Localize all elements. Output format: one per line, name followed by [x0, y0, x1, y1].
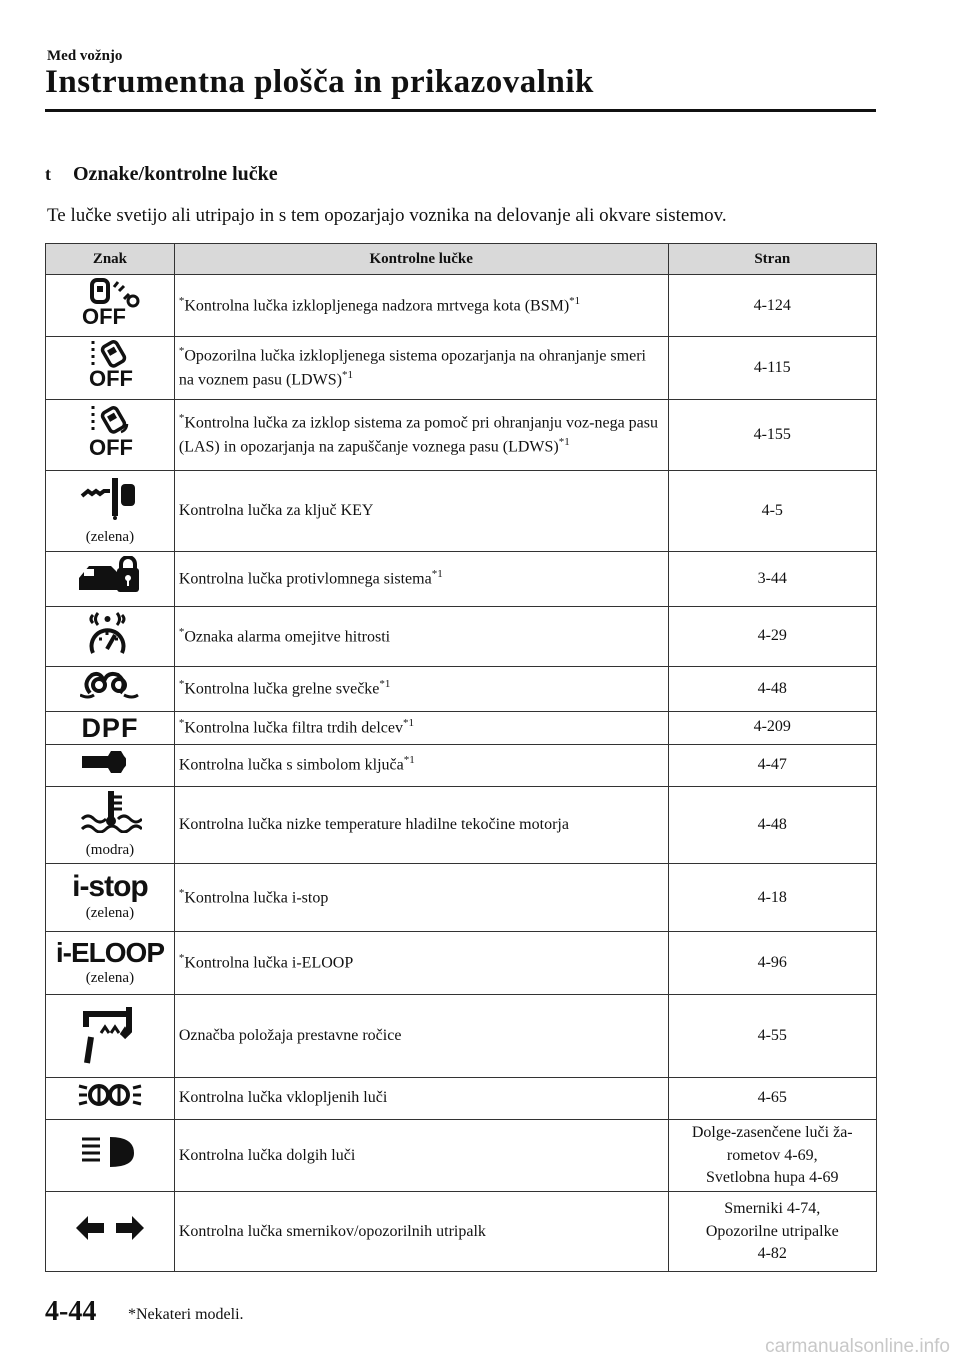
page-reference: 3-44 — [668, 551, 877, 606]
light-description-cell — [174, 932, 668, 995]
light-description-cell — [174, 470, 668, 551]
page-reference: 4-29 — [668, 606, 877, 666]
glow-plug-icon — [48, 669, 172, 708]
svg-text:OFF: OFF — [88, 366, 133, 390]
light-description: Kontrolna lučka za ključ KEY — [178, 501, 374, 519]
bsm-off-icon — [48, 277, 172, 334]
light-description: Kontrolna lučka izklopljenega nadzora mrtvega kota (BSM) — [184, 297, 570, 315]
high-beam-icon — [48, 1135, 172, 1176]
sign-cell — [46, 275, 175, 337]
i-eloop-icon: i-ELOOP — [55, 936, 164, 968]
las-ldws-off-icon — [48, 404, 172, 465]
security-lock-icon — [48, 556, 172, 601]
turn-signal-icon — [48, 1213, 172, 1250]
light-description: Označba položaja prestavne ročice — [178, 1026, 402, 1044]
light-description: Kontrolna lučka dolgih luči — [178, 1146, 356, 1164]
model-asterisk: * — [178, 886, 185, 899]
sign-cell — [46, 1120, 175, 1192]
light-description-cell — [174, 744, 668, 786]
footnote-reference: *1 — [402, 716, 414, 729]
sign-color-note: (zelena) — [85, 528, 135, 545]
table-row — [46, 1120, 877, 1192]
light-description: Kontrolna lučka s simbolom ključa — [178, 756, 404, 774]
light-description-cell — [174, 337, 668, 399]
table-row — [46, 667, 877, 711]
sign-cell — [46, 551, 175, 606]
light-description-cell — [174, 399, 668, 470]
footnote-reference: *1 — [431, 567, 443, 580]
sign-cell — [46, 995, 175, 1077]
subheading-bullet: t — [45, 164, 51, 184]
watermark: carmanualsonline.info — [765, 1336, 950, 1357]
model-asterisk: * — [178, 952, 185, 965]
model-asterisk: * — [178, 412, 185, 425]
light-description: Kontrolna lučka filtra trdih delcev — [184, 719, 403, 737]
page-number: 4-44 — [45, 1296, 97, 1327]
light-description-cell — [174, 995, 668, 1077]
table-row — [46, 399, 877, 470]
light-description: Kontrolna lučka grelne svečke — [184, 680, 380, 698]
light-description: Kontrolna lučka nizke temperature hladilne tekočine motorja — [178, 815, 569, 833]
light-description-cell — [174, 606, 668, 666]
table-row — [46, 711, 877, 744]
page-reference: Dolge-zasenčene luči ža- rometov 4-69, Svetlobna hupa 4-69 — [668, 1120, 877, 1192]
model-asterisk: * — [178, 678, 185, 690]
light-description: Kontrolna lučka za izklop sistema za pomoč pri ohranjanju voz-nega pasu (LAS) in opozarjanja na zapuščanje voznega pasu (LDWS) — [178, 414, 658, 456]
sign-cell — [46, 667, 175, 711]
light-description-cell — [174, 1192, 668, 1272]
footnote-reference: *1 — [341, 369, 353, 382]
page-reference: Smerniki 4-74, Opozorilne utripalke 4-82 — [668, 1192, 877, 1272]
page-reference: 4-65 — [668, 1077, 877, 1119]
page-reference: 4-96 — [668, 932, 877, 995]
footnote-reference: *1 — [558, 435, 570, 448]
footnote-reference: *1 — [403, 754, 415, 767]
page-reference: 4-115 — [668, 337, 877, 399]
table-row — [46, 744, 877, 786]
sign-cell — [46, 606, 175, 666]
sign-color-note: (zelena) — [85, 969, 135, 986]
sign-cell — [46, 744, 175, 786]
model-asterisk: * — [178, 716, 185, 729]
table-row — [46, 864, 877, 932]
page-reference: 4-48 — [668, 786, 877, 863]
key-icon — [48, 474, 172, 527]
dpf-icon: DPF — [81, 712, 139, 743]
warning-lights-table — [45, 243, 877, 1272]
sign-cell — [46, 399, 175, 470]
light-description-cell — [174, 786, 668, 863]
svg-text:OFF: OFF — [88, 435, 133, 459]
sign-cell — [46, 470, 175, 551]
model-asterisk: * — [178, 345, 185, 358]
light-description-cell — [174, 864, 668, 932]
table-row — [46, 551, 877, 606]
light-description-cell — [174, 275, 668, 337]
page-reference: 4-124 — [668, 275, 877, 337]
table-row — [46, 275, 877, 337]
page-reference: 4-209 — [668, 711, 877, 744]
sign-cell — [46, 786, 175, 863]
light-description: Kontrolna lučka protivlomnega sistema — [178, 570, 432, 588]
light-description: Kontrolna lučka vklopljenih luči — [178, 1089, 388, 1107]
header-sign: Znak — [46, 244, 175, 275]
model-asterisk: * — [178, 625, 185, 638]
light-description-cell — [174, 1077, 668, 1119]
table-row — [46, 470, 877, 551]
sign-color-note: (modra) — [85, 842, 135, 859]
header-lights: Kontrolne lučke — [174, 244, 668, 275]
table-row — [46, 786, 877, 863]
page-reference: 4-55 — [668, 995, 877, 1077]
footnote-reference: *1 — [379, 678, 391, 690]
table-row — [46, 1192, 877, 1272]
speed-alarm-icon — [48, 609, 172, 664]
light-description-cell — [174, 711, 668, 744]
sign-cell — [46, 711, 175, 744]
header-page: Stran — [668, 244, 877, 275]
sign-cell — [46, 1077, 175, 1119]
table-row — [46, 337, 877, 399]
footnote: *Nekateri modeli. — [128, 1306, 244, 1323]
table-row — [46, 995, 877, 1077]
subheading — [45, 163, 278, 186]
table-row — [46, 606, 877, 666]
section-label: Med vožnjo — [47, 48, 123, 64]
table-header-row — [46, 244, 877, 275]
ldws-off-icon — [48, 339, 172, 396]
sign-cell — [46, 1192, 175, 1272]
subheading-title: Oznake/kontrolne lučke — [73, 163, 278, 185]
light-description-cell — [174, 1120, 668, 1192]
light-description: Kontrolna lučka smernikov/opozorilnih utripalk — [178, 1222, 486, 1240]
page-reference: 4-18 — [668, 864, 877, 932]
shift-position-icon — [48, 997, 172, 1074]
model-asterisk: * — [178, 294, 185, 307]
sign-color-note: (zelena) — [85, 905, 135, 922]
light-description-cell — [174, 667, 668, 711]
intro-text: Te lučke svetijo ali utripajo in s tem opozarjajo voznika na delovanje ali okvare sistemov. — [47, 205, 727, 226]
light-description: Kontrolna lučka i-stop — [184, 889, 329, 907]
page-reference: 4-48 — [668, 667, 877, 711]
table-row — [46, 1077, 877, 1119]
sign-cell — [46, 864, 175, 932]
sign-cell — [46, 337, 175, 399]
coolant-temp-icon — [48, 789, 172, 840]
light-description: Oznaka alarma omejitve hitrosti — [184, 627, 391, 645]
light-description-cell — [174, 551, 668, 606]
footnote-reference: *1 — [569, 294, 581, 307]
page-reference: 4-5 — [668, 470, 877, 551]
wrench-icon — [48, 747, 172, 784]
light-description: Opozorilna lučka izklopljenega sistema opozarjanja na ohranjanje smeri na voznem pasu (LDWS) — [178, 347, 646, 389]
light-description: Kontrolna lučka i-ELOOP — [184, 954, 354, 972]
page-title: Instrumentna plošča in prikazovalnik — [45, 64, 594, 100]
sign-cell — [46, 932, 175, 995]
lights-on-icon — [48, 1080, 172, 1117]
table-row — [46, 932, 877, 995]
page-reference: 4-155 — [668, 399, 877, 470]
svg-text:OFF: OFF — [81, 304, 126, 327]
page-reference: 4-47 — [668, 744, 877, 786]
title-rule — [45, 109, 876, 112]
i-stop-icon: i-stop — [72, 870, 148, 904]
